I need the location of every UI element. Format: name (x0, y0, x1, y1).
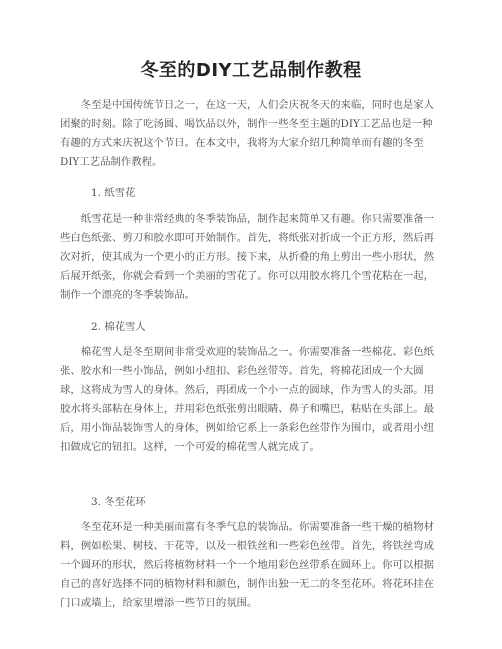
section-body-wreath: 冬至花环是一种美丽而富有冬季气息的装饰品。你需要准备一些干燥的植物材料，例如松果、树枝、干花等，以及一根铁丝和一些彩色丝带。首先，将铁丝弯成一个圆环的形状，然后将植物材料一个一个地用彩色丝带系在圆环上。你可以根据自己的喜好选择不同的植物材料和颜色，制作出独一无二的冬至花环。将花环挂在门口或墙上，给家里增添一些节日的氛围。 (60, 521, 435, 609)
section-heading-wreath: 3. 冬至花环 (91, 496, 146, 508)
intro-paragraph: 冬至是中国传统节日之一，在这一天，人们会庆祝冬天的来临，同时也是家人团聚的时刻。除了吃汤圆、喝饮品以外，制作一些冬至主题的DIY工艺品也是一种有趣的方式来庆祝这个节日。在本文中，我将为大家介绍几种简单而有趣的冬至DIY工艺品制作教程。 (60, 99, 435, 168)
section-body-cotton-snowman: 棉花雪人是冬至期间非常受欢迎的装饰品之一。你需要准备一些棉花、彩色纸张、胶水和一些小饰品，例如小纽扣、彩色丝带等。首先，将棉花团成一个大圆球，这将成为雪人的身体。然后，再团成一个小一点的圆球，作为雪人的头部。用胶水将头部粘在身体上，并用彩色纸张剪出眼睛、鼻子和嘴巴，粘贴在头部上。最后，用小饰品装饰雪人的身体，例如给它系上一条彩色丝带作为围巾，或者用小纽扣做成它的钮扣。这样，一个可爱的棉花雪人就完成了。 (60, 346, 435, 453)
section-heading-paper-snowflake: 1. 纸雪花 (91, 187, 136, 199)
section-heading-cotton-snowman: 2. 棉花雪人 (91, 321, 146, 333)
section-body-paper-snowflake: 纸雪花是一种非常经典的冬季装饰品，制作起来简单又有趣。你只需要准备一些白色纸张、剪刀和胶水即可开始制作。首先，将纸张对折成一个正方形，然后再次对折，使其成为一个更小的正方形。接下来，从折叠的角上剪出一些小形状，然后展开纸张，你就会看到一个美丽的雪花了。你可以用胶水将几个雪花粘在一起，制作一个漂亮的冬季装饰品。 (60, 213, 435, 301)
document-title: 冬至的DIY工艺品制作教程 (140, 60, 362, 81)
